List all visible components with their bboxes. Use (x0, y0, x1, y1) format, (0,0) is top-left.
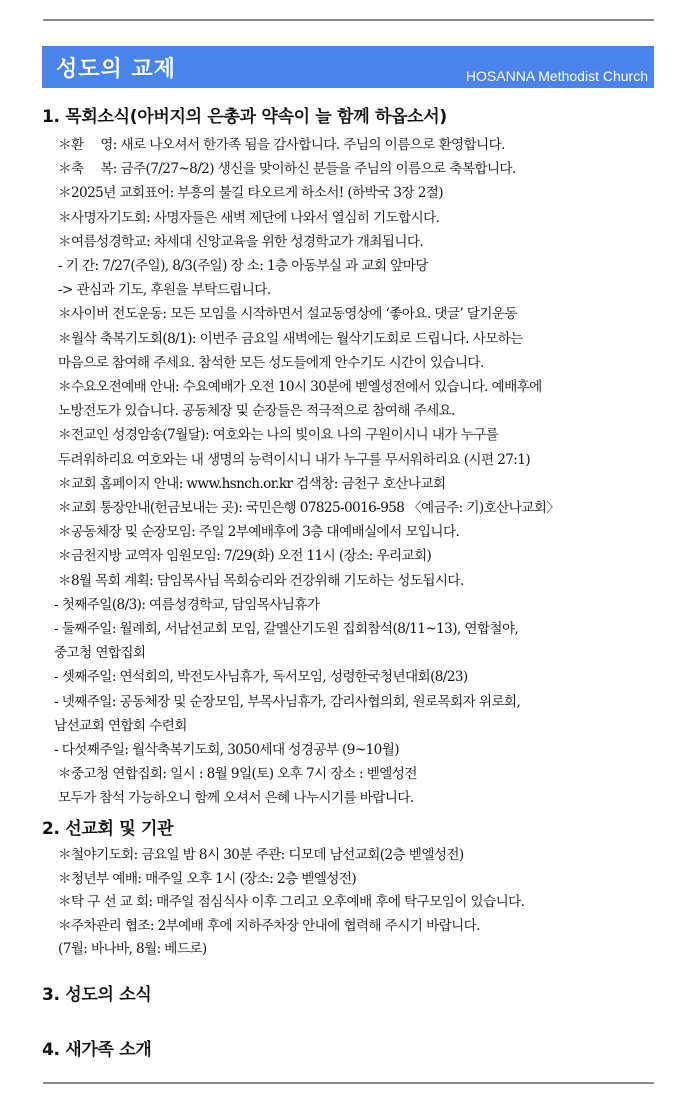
list-item: ＊축 복: 금주(7/27~8/2) 생신을 맞이하신 분들을 주님의 이름으로 축복합니다. (58, 161, 516, 178)
list-item: ＊철야기도회: 금요일 밤 8시 30분 주관: 디모데 남선교회(2층 벧엘성전) (58, 847, 464, 863)
list-item: - 넷째주일: 공동체장 및 순장모임, 부목사님휴가, 감리사협의회, 원로목회자 위로회, (54, 693, 521, 710)
list-item: 남선교회 연합회 수련회 (54, 717, 187, 734)
heading-new-family: 4. 새가족 소개 (42, 1040, 152, 1060)
top-divider (43, 19, 654, 21)
list-item: ＊사명자기도회: 사명자들은 새벽 제단에 나와서 열심히 기도합시다. (58, 209, 440, 226)
list-item: - 다섯째주일: 월삭축복기도회, 3050세대 성경공부 (9~10월) (54, 742, 399, 758)
heading-mission-groups: 2. 선교회 및 기관 (42, 819, 174, 839)
list-item: (7월: 바나바, 8월: 베드로) (58, 941, 207, 957)
list-item: ＊전교인 성경암송(7월달): 여호와는 나의 빛이요 나의 구원이시니 내가 누구를 (58, 427, 499, 444)
list-item: - 기 간: 7/27(주일), 8/3(주일) 장 소: 1층 아동부실 과 교회 앞마당 (58, 258, 428, 274)
section-banner (42, 46, 654, 88)
list-item: ＊8월 목회 계획: 담임목사님 목회승리와 건강위해 기도하는 성도됩시다. (58, 572, 464, 589)
list-item: ＊2025년 교회표어: 부흥의 불길 타오르게 하소서! (하박국 3장 2절) (58, 185, 443, 202)
list-item: ＊교회 홈페이지 안내: www.hsnch.or.kr 검색창: 금천구 호산나교회 (58, 475, 446, 492)
list-item: ＊수요오전예배 안내: 수요예배가 오전 10시 30분에 벧엘성전에서 있습니다. 예배후에 (58, 379, 542, 395)
bottom-divider (43, 1082, 654, 1084)
list-item: 중고청 연합집회 (54, 645, 146, 662)
list-item: ＊금천지방 교역자 임원모임: 7/29(화) 오전 11시 (장소: 우리교회) (58, 548, 432, 565)
list-item: ＊주차관리 협조: 2부예배 후에 지하주차장 안내에 협력해 주시기 바랍니다. (58, 917, 480, 934)
banner-title: 성도의 교제 (56, 57, 176, 82)
list-item: ＊여름성경학교: 차세대 신앙교육을 위한 성경학교가 개최됩니다. (58, 233, 424, 250)
list-item: ＊환 영: 새로 나오셔서 한가족 됨을 감사합니다. 주님의 이름으로 환영합니다. (58, 137, 505, 153)
list-item: ＊사이버 전도운동: 모든 모임을 시작하면서 설교동영상에 ‘좋아요. 댓글’ 달기운동 (58, 306, 517, 323)
list-item: 모두가 참석 가능하오니 함께 오셔서 은혜 나누시기를 바랍니다. (58, 790, 414, 807)
heading-member-news: 3. 성도의 소식 (42, 985, 152, 1005)
list-item: 마음으로 참여해 주세요. 참석한 모든 성도들에게 안수기도 시간이 있습니다. (58, 354, 484, 371)
list-item: ＊중고청 연합집회: 일시 : 8월 9일(토) 오후 7시 장소 : 벧엘성전 (58, 766, 417, 783)
list-item: -> 관심과 기도, 후원을 부탁드립니다. (58, 282, 271, 299)
list-item: ＊교회 통장안내(헌금보내는 곳): 국민은행 07825-0016-958 〈예금주: 기)호산나교회〉 (58, 500, 560, 516)
list-item: ＊공동체장 및 순장모임: 주일 2부예배후에 3층 대예배실에서 모입니다. (58, 524, 460, 541)
heading-pastoral-news: 1. 목회소식(아버지의 은총과 약속이 늘 함께 하옵소서) (42, 107, 447, 127)
list-item: - 셋째주일: 연석회의, 박전도사님휴가, 독서모임, 성령한국청년대회(8/23) (54, 669, 468, 686)
list-item: 노방전도가 있습니다. 공동체장 및 순장들은 적극적으로 참여해 주세요. (58, 403, 455, 420)
list-item: ＊월삭 축복기도회(8/1): 이번주 금요일 새벽에는 월삭기도회로 드립니다. 사모하는 (58, 330, 523, 347)
church-name: HOSANNA Methodist Church (465, 68, 648, 84)
list-item: ＊청년부 예배: 매주일 오후 1시 (장소: 2층 벧엘성전) (58, 870, 357, 887)
list-item: - 둘째주일: 월례회, 서남선교회 모임, 갈멜산기도원 집회참석(8/11~13), 연합철야, (54, 621, 519, 637)
list-item: - 첫째주일(8/3): 여름성경학교, 담임목사님휴가 (54, 596, 320, 613)
list-item: 두려워하리요 여호와는 내 생명의 능력이시니 내가 누구를 무서워하리요 (시편 27:1) (58, 451, 531, 468)
list-item: ＊탁 구 선 교 회: 매주일 점심식사 이후 그리고 오후예배 후에 탁구모임이 있습니다. (58, 894, 525, 910)
